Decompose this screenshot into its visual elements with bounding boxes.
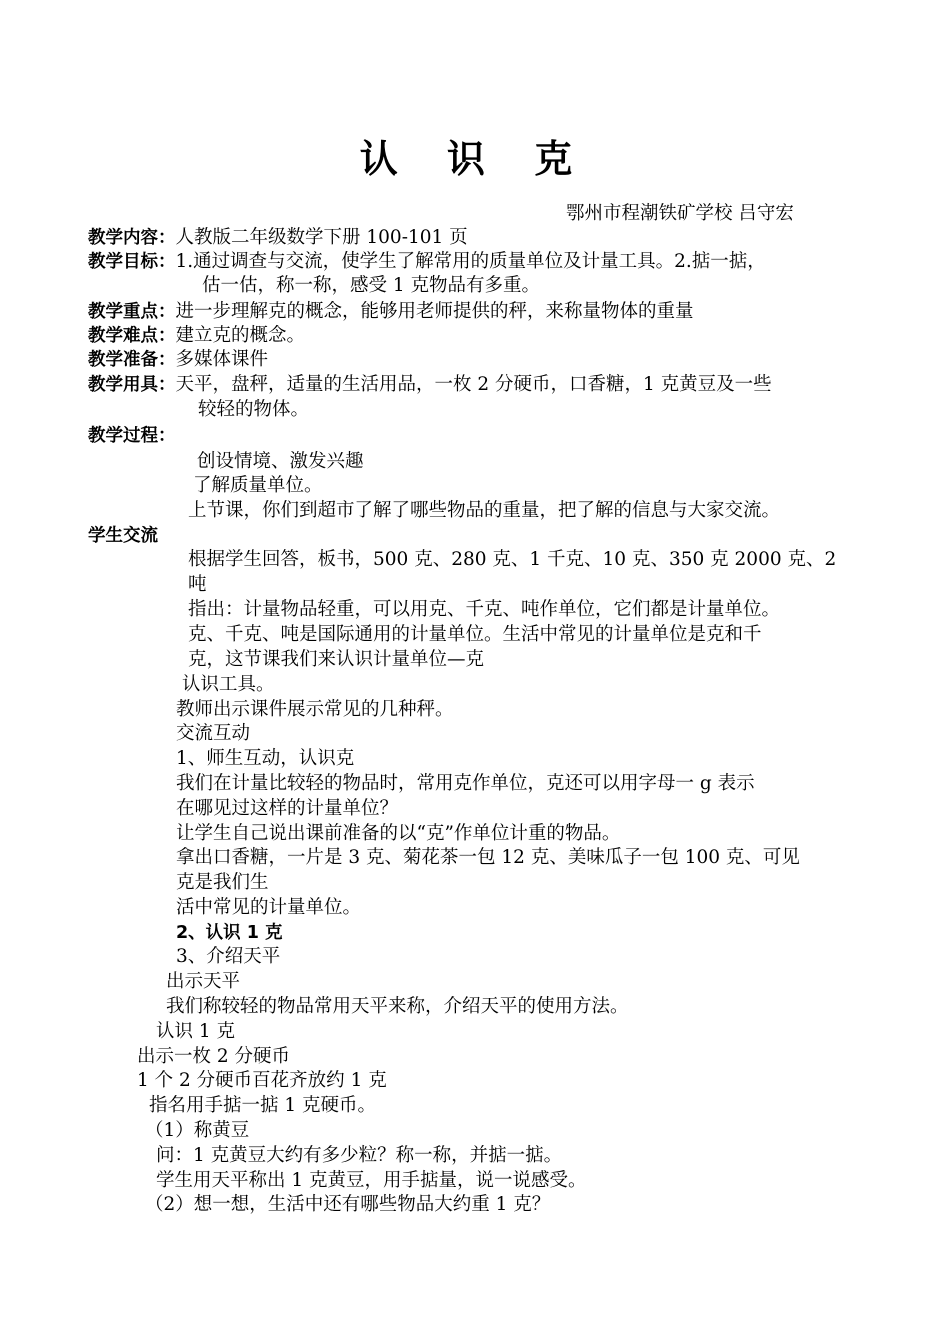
process-line: 了解质量单位。 <box>193 475 323 496</box>
exchange-line: 出示一枚 2 分硬币 <box>137 1046 291 1067</box>
exchange-line: 在哪见过这样的计量单位？ <box>176 798 399 819</box>
exchange-label: 学生交流 <box>88 526 158 546</box>
exchange-line: 认识工具。 <box>182 674 275 695</box>
exchange-line: 指出：计量物品轻重，可以用克、千克、吨作单位，它们都是计量单位。 <box>188 599 781 620</box>
exchange-line: 根据学生回答，板书，500 克、280 克、1 千克、10 克、350 克 2000 克、2 <box>188 549 837 570</box>
exchange-line: 指名用手掂一掂 1 克硬币。 <box>149 1095 377 1116</box>
preparation-row <box>88 348 268 372</box>
exchange-line: 我们称较轻的物品常用天平来称，介绍天平的使用方法。 <box>166 996 629 1017</box>
key-point-text: 进一步理解克的概念，能够用老师提供的秤，来称量物体的重量 <box>175 301 694 322</box>
content-text: 人教版二年级数学下册 100-101 页 <box>175 227 468 248</box>
exchange-line: 交流互动 <box>176 723 251 744</box>
exchange-line: 1、师生互动，认识克 <box>176 748 355 769</box>
exchange-line: 克、千克、吨是国际通用的计量单位。生活中常见的计量单位是克和千 <box>188 624 762 645</box>
exchange-line: （2）想一想，生活中还有哪些物品大约重 1 克？ <box>145 1194 551 1215</box>
exchange-line: 3、介绍天平 <box>176 946 281 967</box>
content-label: 教学内容： <box>88 228 176 248</box>
exchange-line: 活中常见的计量单位。 <box>176 897 362 918</box>
difficulty-label: 教学难点： <box>88 326 176 346</box>
exchange-line: （1）称黄豆 <box>145 1120 250 1141</box>
goal-text-1: 1.通过调查与交流，使学生了解常用的质量单位及计量工具。2.掂一掂， <box>175 251 766 272</box>
goal-label: 教学目标： <box>88 252 176 272</box>
exchange-line: 出示天平 <box>166 971 241 992</box>
content-row <box>88 226 468 250</box>
exchange-line: 吨 <box>188 574 207 595</box>
exchange-line: 学生用天平称出 1 克黄豆，用手掂量，说一说感受。 <box>156 1170 587 1191</box>
difficulty-text: 建立克的概念。 <box>175 325 306 346</box>
tools-label: 教学用具： <box>88 375 176 395</box>
page-title: 认 识 克 <box>359 137 591 181</box>
key-point-label: 教学重点： <box>88 302 176 322</box>
goal-row <box>88 250 766 274</box>
exchange-line: 拿出口香糖，一片是 3 克、菊花茶一包 12 克、美味瓜子一包 100 克、可见 <box>176 847 800 868</box>
tools-text-1: 天平，盘秤，适量的生活用品，一枚 2 分硬币，口香糖，1 克黄豆及一些 <box>175 374 772 395</box>
tools-text-2: 较轻的物体。 <box>198 399 310 420</box>
exchange-line: 教师出示课件展示常见的几种秤。 <box>176 699 454 720</box>
exchange-line: 克，这节课我们来认识计量单位—克 <box>188 649 485 670</box>
process-line: 上节课，你们到超市了解了哪些物品的重量，把了解的信息与大家交流。 <box>188 500 781 521</box>
exchange-line: 认识 1 克 <box>156 1021 236 1042</box>
preparation-label: 教学准备： <box>88 350 176 370</box>
preparation-text: 多媒体课件 <box>175 349 269 370</box>
exchange-subheading: 2、认识 1 克 <box>176 923 283 943</box>
exchange-line: 1 个 2 分硬币百花齐放约 1 克 <box>137 1070 387 1091</box>
process-label: 教学过程： <box>88 426 176 446</box>
key-point-row <box>88 300 694 324</box>
exchange-line: 克是我们生 <box>176 872 269 893</box>
process-line: 创设情境、激发兴趣 <box>197 451 364 472</box>
exchange-line: 我们在计量比较轻的物品时，常用克作单位，克还可以用字母一 g 表示 <box>176 773 755 794</box>
author-line: 鄂州市程潮铁矿学校 吕守宏 <box>566 203 794 224</box>
difficulty-row <box>88 324 305 348</box>
goal-text-2: 估一估，称一称，感受 1 克物品有多重。 <box>202 275 541 296</box>
tools-row <box>88 373 772 397</box>
exchange-line: 让学生自己说出课前准备的以“克”作单位计重的物品。 <box>176 823 621 844</box>
exchange-line: 问：1 克黄豆大约有多少粒？称一称，并掂一掂。 <box>156 1145 563 1166</box>
